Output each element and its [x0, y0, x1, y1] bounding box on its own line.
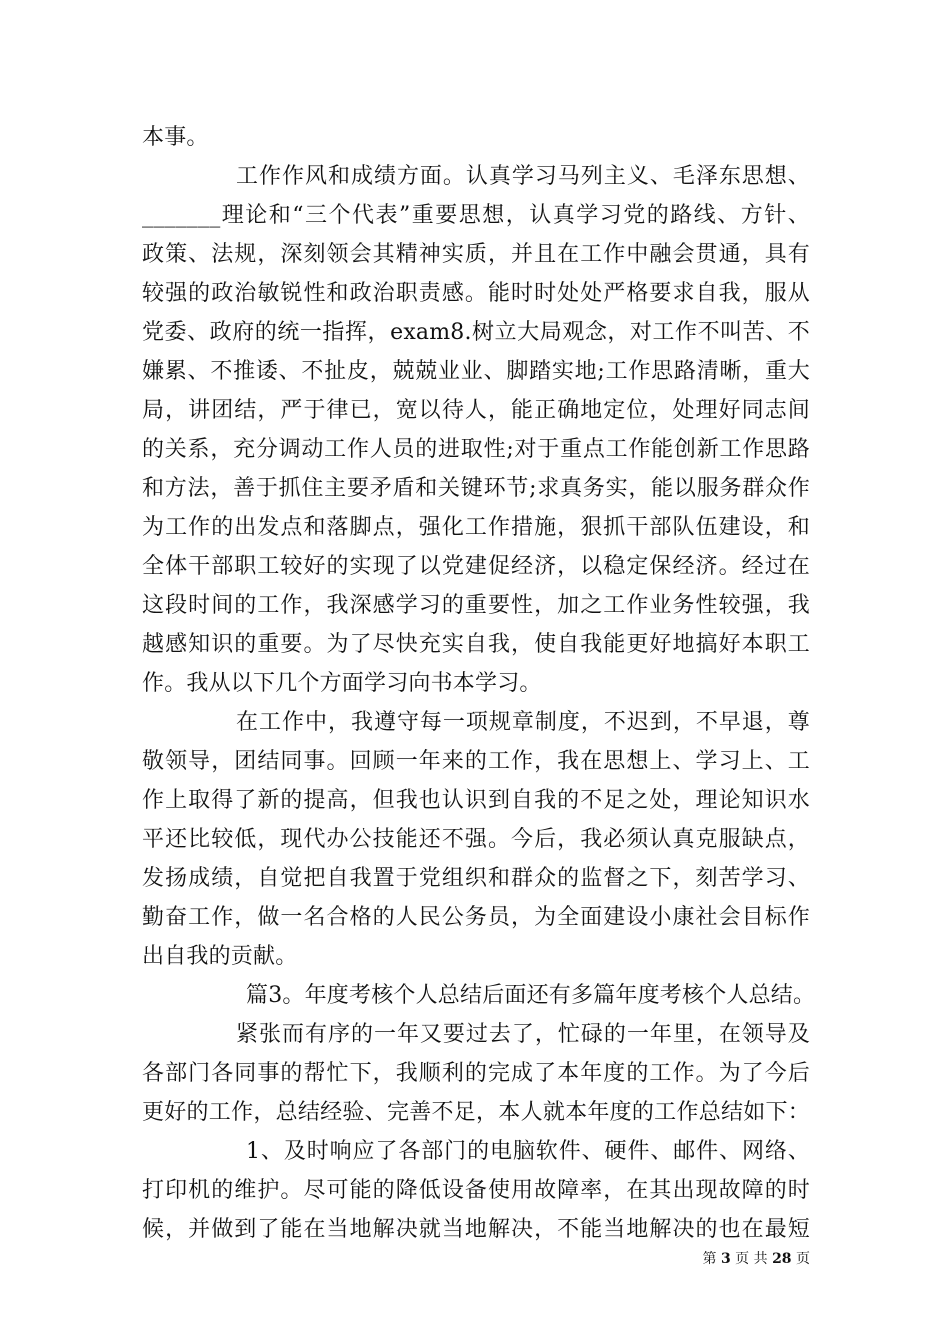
text-line: 出自我的贡献。 — [142, 944, 298, 969]
text-line: 的关系，充分调动工作人员的进取性;对于重点工作能创新工作思路 — [142, 437, 810, 462]
text-line: 越感知识的重要。为了尽快充实自我，使自我能更好地搞好本职工 — [142, 632, 810, 657]
section-heading: 篇3。年度考核个人总结后面还有多篇年度考核个人总结。 — [246, 983, 816, 1008]
text-line: 本事。 — [142, 125, 209, 150]
page-number-footer — [700, 1248, 810, 1270]
text-line: 政策、法规，深刻领会其精神实质，并且在工作中融会贯通，具有 — [142, 242, 810, 267]
text-line: 作上取得了新的提高，但我也认识到自我的不足之处，理论知识水 — [142, 788, 810, 813]
text-line: 各部门各同事的帮忙下，我顺利的完成了本年度的工作。为了今后 — [142, 1061, 810, 1086]
text-line: 党委、政府的统一指挥，exam8.树立大局观念，对工作不叫苦、不 — [142, 320, 810, 345]
text-line: 发扬成绩，自觉把自我置于党组织和群众的监督之下，刻苦学习、 — [142, 866, 810, 891]
footer-prefix: 第 — [702, 1251, 717, 1267]
text-line: 为工作的出发点和落脚点，强化工作措施，狠抓干部队伍建设，和 — [142, 515, 810, 540]
text-line: 打印机的维护。尽可能的降低设备使用故障率，在其出现故障的时 — [142, 1178, 810, 1203]
text-line: 工作作风和成绩方面。认真学习马列主义、毛泽东思想、 — [236, 164, 810, 189]
text-line: 1、及时响应了各部门的电脑软件、硬件、邮件、网络、 — [246, 1139, 810, 1164]
text-line: _______理论和“三个代表”重要思想，认真学习党的路线、方针、 — [142, 203, 810, 228]
total-page-count: 28 — [772, 1251, 792, 1267]
text-line: 平还比较低，现代办公技能还不强。今后，我必须认真克服缺点， — [142, 827, 810, 852]
text-line: 这段时间的工作，我深感学习的重要性，加之工作业务性较强，我 — [142, 593, 810, 618]
text-line: 较强的政治敏锐性和政治职责感。能时时处处严格要求自我，服从 — [142, 281, 810, 306]
text-line: 敬领导，团结同事。回顾一年来的工作，我在思想上、学习上、工 — [142, 749, 810, 774]
text-line: 勤奋工作，做一名合格的人民公务员，为全面建设小康社会目标作 — [142, 905, 810, 930]
text-line: 紧张而有序的一年又要过去了，忙碌的一年里，在领导及 — [236, 1022, 810, 1047]
text-line: 局，讲团结，严于律已，宽以待人，能正确地定位，处理好同志间 — [142, 398, 810, 423]
text-line: 全体干部职工较好的实现了以党建促经济，以稳定保经济。经过在 — [142, 554, 810, 579]
text-line: 更好的工作，总结经验、完善不足，本人就本年度的工作总结如下： — [142, 1100, 810, 1125]
text-line: 候，并做到了能在当地解决就当地解决，不能当地解决的也在最短 — [142, 1217, 810, 1242]
text-line: 作。我从以下几个方面学习向书本学习。 — [142, 671, 542, 696]
current-page-number: 3 — [720, 1251, 731, 1267]
text-line: 嫌累、不推诿、不扯皮，兢兢业业、脚踏实地;工作思路清晰，重大 — [142, 359, 810, 384]
text-line: 和方法，善于抓住主要矛盾和关键环节;求真务实，能以服务群众作 — [142, 476, 810, 501]
text-line: 在工作中，我遵守每一项规章制度，不迟到，不早退，尊 — [236, 710, 810, 735]
footer-middle: 页 共 — [735, 1251, 768, 1267]
footer-suffix: 页 — [796, 1251, 810, 1267]
